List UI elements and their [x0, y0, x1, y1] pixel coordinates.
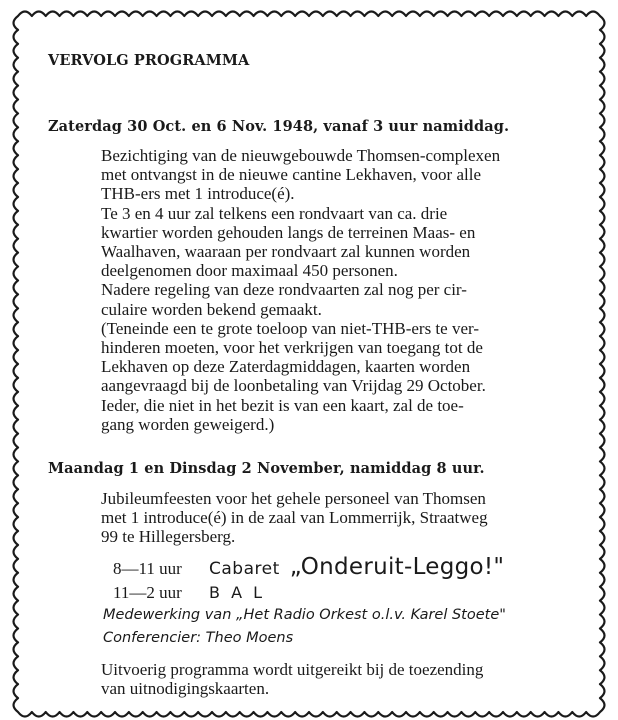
body-line: THB-ers met 1 introduce(é). [101, 184, 295, 204]
body-line: van uitnodigingskaarten. [101, 679, 270, 699]
body-line: culaire worden bekend gemaakt. [101, 299, 322, 319]
body-line: Jubileumfeesten voor het gehele personeel van Thomsen [101, 489, 486, 508]
body-line: aangevraagd bij de loonbetaling van Vrijdag 29 October. [101, 376, 486, 396]
body-line: 99 te Hillegersberg. [101, 527, 236, 547]
program-act-title: „Onderuit-Leggo!" [289, 554, 505, 580]
program-item-cabaret [113, 554, 504, 580]
body-line: (Teneinde een te grote toeloop van niet-THB-ers te ver- [101, 318, 479, 338]
body-line: Nadere regeling van deze rondvaarten zal nog per cir- [101, 280, 467, 300]
saturday-heading: Zaterdag 30 Oct. en 6 Nov. 1948, vanaf 3 uur namiddag. [48, 118, 510, 135]
body-line: Te 3 en 4 uur zal telkens een rondvaart van ca. drie [101, 203, 448, 223]
medewerking-line: Medewerking van „Het Radio Orkest o.l.v. Karel Stoete" [103, 607, 506, 623]
body-line: Bezichtiging van de nieuwgebouwde Thomsen-complexen [101, 146, 501, 165]
saturday-body [101, 146, 561, 434]
body-line: gang worden geweigerd.) [101, 414, 275, 434]
body-line: Ieder, die niet in het bezit is van een kaart, zal de toe- [101, 395, 464, 415]
program-time: 11—2 uur [113, 583, 182, 602]
monday-body [101, 489, 561, 547]
program-item-bal [113, 583, 265, 603]
main-heading: VERVOLG PROGRAMMA [48, 52, 250, 69]
closing-paragraph [101, 660, 561, 698]
monday-heading: Maandag 1 en Dinsdag 2 November, namiddag 8 uur. [48, 460, 485, 477]
body-line: met ontvangst in de nieuwe cantine Lekhaven, voor alle [101, 165, 482, 185]
conferencier-line: Conferencier: Theo Moens [103, 630, 294, 646]
body-line: Lekhaven op deze Zaterdagmiddagen, kaarten worden [101, 357, 471, 377]
body-line: Uitvoerig programma wordt uitgereikt bij de toezending [101, 660, 484, 679]
body-line: kwartier worden gehouden langs de terreinen Maas- en [101, 222, 476, 242]
program-act-title: B A L [209, 583, 266, 602]
program-time: 8—11 uur [113, 559, 182, 578]
body-line: hinderen moeten, voor het verkrijgen van toegang tot de [101, 338, 483, 358]
body-line: met 1 introduce(é) in de zaal van Lommerrijk, Straatweg [101, 508, 488, 528]
program-act-prefix: Cabaret [209, 559, 280, 579]
body-line: deelgenomen door maximaal 450 personen. [101, 261, 398, 281]
body-line: Waalhaven, waaraan per rondvaart zal kunnen worden [101, 242, 471, 262]
